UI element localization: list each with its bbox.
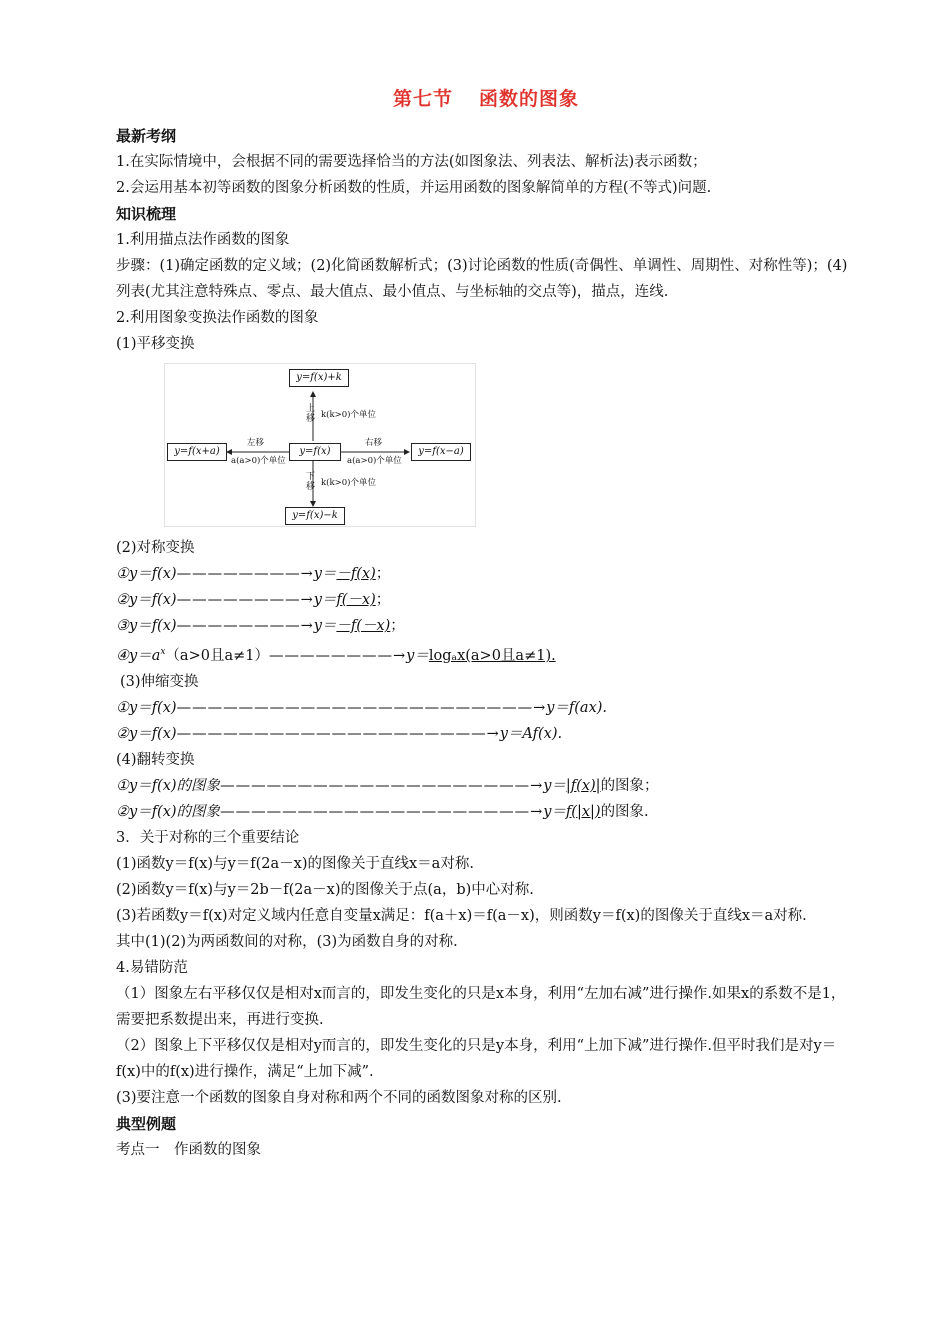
arrow: ————————→ bbox=[268, 647, 407, 664]
stretch-heading: (3)伸缩变换 bbox=[120, 673, 199, 690]
box-right: y=f(x−a) bbox=[411, 443, 471, 461]
conclusions-heading: 3．关于对称的三个重要结论 bbox=[116, 829, 300, 846]
rule-answer: logₐx(a>0且a≠1). bbox=[428, 647, 556, 664]
topic-1: 考点一 作函数的图象 bbox=[116, 1141, 261, 1158]
rule-source: ②y＝f(x)的图象 bbox=[116, 803, 221, 820]
rule-end: 的图象. bbox=[600, 803, 649, 820]
rule-answer: －f(x) bbox=[336, 566, 376, 582]
arrow: ————————————————————→ bbox=[220, 777, 544, 794]
box-center: y=f(x) bbox=[289, 443, 341, 461]
flip-rule-2 bbox=[116, 799, 856, 825]
note-down: k(k>0)个单位 bbox=[321, 478, 376, 488]
translation-diagram bbox=[164, 363, 476, 527]
label-up: 上移 bbox=[306, 404, 316, 424]
heading-examples: 典型例题 bbox=[116, 1114, 177, 1133]
rule-condition: （a>0且a≠1） bbox=[165, 647, 269, 664]
note-right: a(a>0)个单位 bbox=[347, 456, 402, 466]
rule-answer: －f(－x) bbox=[336, 618, 391, 634]
stretch-rule-1 bbox=[116, 695, 856, 721]
knowledge-item-1: 1.利用描点法作函数的图象 bbox=[116, 232, 290, 248]
rule-target-prefix: y＝ bbox=[406, 647, 429, 664]
document-page bbox=[116, 84, 856, 1163]
arrow: ————————————————————→ bbox=[176, 725, 500, 742]
rule-target-prefix: y＝ bbox=[543, 777, 566, 794]
arrow: ————————→ bbox=[176, 592, 314, 608]
note-up: k(k>0)个单位 bbox=[321, 410, 376, 420]
conclusion-2: (2)函数y＝f(x)与y＝2b－f(2a－x)的图像关于点(a，b)中心对称. bbox=[116, 881, 534, 898]
rule-answer: f(－x) bbox=[336, 592, 376, 608]
translation-heading: (1)平移变换 bbox=[116, 336, 195, 352]
arrow: ————————————————————→ bbox=[220, 803, 544, 820]
box-left: y=f(x+a) bbox=[167, 443, 227, 461]
rule-target-prefix: y＝ bbox=[543, 803, 566, 820]
knowledge-steps: 步骤：(1)确定函数的定义域；(2)化简函数解析式；(3)讨论函数的性质(奇偶性、单调性、周期性、对称性等)；(4)列表(尤其注意特殊点、零点、最大值点、最小值点、与坐标轴的交点等)，描点，连线. bbox=[116, 258, 848, 300]
rule-source: ③y＝f(x) bbox=[116, 618, 177, 634]
symmetry-rule-4 bbox=[116, 639, 856, 669]
box-bottom: y=f(x)−k bbox=[285, 507, 345, 525]
rule-target-prefix: y＝ bbox=[313, 566, 337, 582]
arrow: ———————————————————————→ bbox=[176, 699, 547, 716]
rule-target-prefix: y＝ bbox=[313, 592, 337, 608]
rule-source: ②y＝f(x) bbox=[116, 592, 177, 608]
symmetry-rule-1 bbox=[116, 561, 856, 587]
note-left: a(a>0)个单位 bbox=[231, 456, 286, 466]
rule-answer: f(|x|) bbox=[565, 803, 601, 820]
stretch-rule-2 bbox=[116, 721, 856, 747]
rule-target: y＝Af(x). bbox=[499, 725, 563, 742]
label-left: 左移 bbox=[247, 438, 265, 448]
flip-rule-1 bbox=[116, 773, 856, 799]
page-title bbox=[116, 84, 856, 111]
title-section: 第七节 bbox=[392, 88, 453, 110]
rule-end: ； bbox=[375, 592, 391, 608]
knowledge-item-2: 2.利用图象变换法作函数的图象 bbox=[116, 310, 319, 326]
rule-target-prefix: y＝ bbox=[313, 618, 337, 634]
symmetry-heading: (2)对称变换 bbox=[116, 540, 195, 556]
pitfall-2: （2）图象上下平移仅仅是相对y而言的，即发生变化的只是y本身，利用“上加下减”进行操作.但平时我们是对y＝f(x)中的f(x)进行操作，满足“上加下减”. bbox=[116, 1037, 837, 1080]
rule-source: ①y＝f(x) bbox=[116, 566, 177, 582]
arrow: ————————→ bbox=[176, 618, 314, 634]
syllabus-item-1: 1.在实际情境中，会根据不同的需要选择恰当的方法(如图象法、列表法、解析法)表示函数； bbox=[116, 154, 707, 170]
heading-syllabus: 最新考纲 bbox=[116, 127, 177, 145]
rule-source: ①y＝f(x)的图象 bbox=[116, 777, 221, 794]
symmetry-rule-2 bbox=[116, 587, 856, 613]
rule-answer: |f(x)| bbox=[565, 777, 601, 794]
pitfalls-heading: 4.易错防范 bbox=[116, 959, 188, 976]
pitfall-1: （1）图象左右平移仅仅是相对x而言的，即发生变化的只是x本身，利用“左加右减”进行操作.如果x的系数不是1，需要把系数提出来，再进行变换. bbox=[116, 985, 846, 1028]
pitfall-3: (3)要注意一个函数的图象自身对称和两个不同的函数图象对称的区别. bbox=[116, 1089, 562, 1106]
flip-heading: (4)翻转变换 bbox=[116, 751, 195, 768]
label-down: 下移 bbox=[306, 472, 316, 492]
symmetry-rule-3 bbox=[116, 613, 856, 639]
rule-source: ②y＝f(x) bbox=[116, 725, 177, 742]
exponent: x bbox=[160, 647, 166, 657]
label-right: 右移 bbox=[365, 438, 383, 448]
rule-source: ④y＝a bbox=[116, 647, 161, 664]
box-top: y=f(x)+k bbox=[289, 369, 349, 387]
rule-source: ①y＝f(x) bbox=[116, 699, 177, 716]
conclusion-3: (3)若函数y＝f(x)对定义域内任意自变量x满足：f(a＋x)＝f(a－x)，则函数y＝f(x)的图像关于直线x＝a对称. bbox=[116, 907, 807, 924]
rule-end: 的图象； bbox=[600, 777, 659, 794]
title-topic: 函数的图象 bbox=[479, 88, 580, 110]
heading-knowledge: 知识梳理 bbox=[116, 205, 177, 223]
arrow: ————————→ bbox=[176, 566, 314, 582]
syllabus-item-2: 2.会运用基本初等函数的图象分析函数的性质，并运用函数的图象解简单的方程(不等式)问题. bbox=[116, 180, 712, 196]
conclusion-1: (1)函数y＝f(x)与y＝f(2a－x)的图像关于直线x＝a对称. bbox=[116, 855, 474, 872]
rule-end: ； bbox=[375, 566, 391, 582]
rule-end: ； bbox=[390, 618, 405, 634]
conclusion-note: 其中(1)(2)为两函数间的对称，(3)为函数自身的对称. bbox=[116, 933, 458, 950]
rule-target: y＝f(ax). bbox=[546, 699, 608, 716]
